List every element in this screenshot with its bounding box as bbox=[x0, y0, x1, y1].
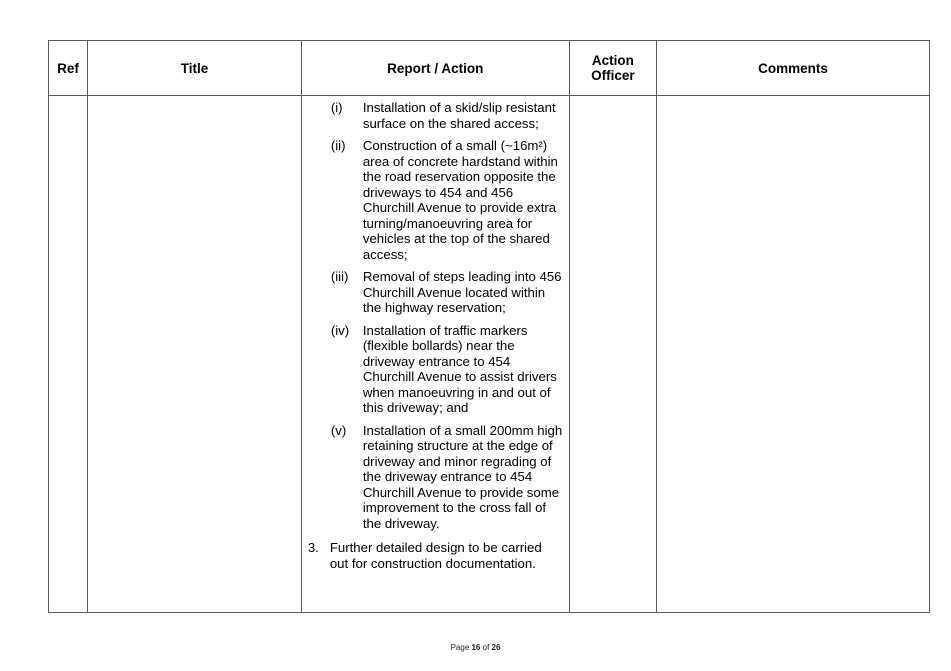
cell-comments bbox=[657, 96, 930, 613]
header-action-officer bbox=[569, 41, 656, 96]
header-action-officer-text: Action Officer bbox=[591, 53, 635, 83]
page-footer bbox=[0, 643, 951, 652]
header-ref: Ref bbox=[49, 41, 88, 96]
list-item-number: (iv) bbox=[330, 322, 350, 338]
table-row bbox=[49, 96, 930, 613]
list-item-number: (ii) bbox=[330, 138, 346, 153]
list-item-text: Installation of a small 200mm high retaining structure at the edge of driveway and minor regrading of the driveway entrance to 454 Churchill Avenue to provide some improvement to the cross fall of the driveway. bbox=[362, 422, 563, 531]
cell-title bbox=[88, 96, 302, 613]
cell-action-officer bbox=[569, 96, 656, 613]
list-item bbox=[308, 138, 563, 262]
header-report-action: Report / Action bbox=[301, 41, 569, 96]
header-title: Title bbox=[88, 41, 302, 96]
list-item bbox=[308, 323, 563, 416]
page-current: 16 bbox=[471, 643, 481, 652]
list-item-number: (i) bbox=[330, 100, 343, 115]
list-item bbox=[308, 100, 563, 131]
cell-report-action bbox=[301, 96, 569, 613]
action-table bbox=[48, 40, 930, 613]
numbered-item bbox=[308, 540, 563, 571]
report-body bbox=[302, 96, 569, 571]
list-item-text: Installation of a skid/slip resistant surface on the shared access; bbox=[362, 100, 556, 131]
list-item-text: Installation of traffic markers (flexible bollards) near the driveway entrance to 454 Churchill Avenue to assist drivers when manoeuvring in and out of this driveway; and bbox=[362, 322, 557, 415]
numbered-item-text: Further detailed design to be carried out for construction documentation. bbox=[329, 540, 542, 571]
header-row bbox=[49, 41, 930, 96]
list-item-text: Construction of a small (~16m²) area of concrete hardstand within the road reservation opposite the driveways to 454 and 456 Churchill Avenue to provide extra turning/manoeuvring area for vehicles at the top of the shared access; bbox=[362, 138, 558, 262]
cell-ref bbox=[49, 96, 88, 613]
list-item bbox=[308, 423, 563, 532]
numbered-item-number: 3. bbox=[307, 540, 319, 555]
page-label: Page bbox=[450, 643, 472, 652]
page-of: of bbox=[480, 643, 492, 652]
list-item bbox=[308, 269, 563, 316]
page-total: 26 bbox=[491, 643, 501, 652]
list-item-text: Removal of steps leading into 456 Churchill Avenue located within the highway reservation; bbox=[362, 269, 562, 315]
list-item-number: (iii) bbox=[330, 269, 349, 284]
header-comments: Comments bbox=[657, 41, 930, 96]
list-item-number: (v) bbox=[330, 422, 347, 438]
